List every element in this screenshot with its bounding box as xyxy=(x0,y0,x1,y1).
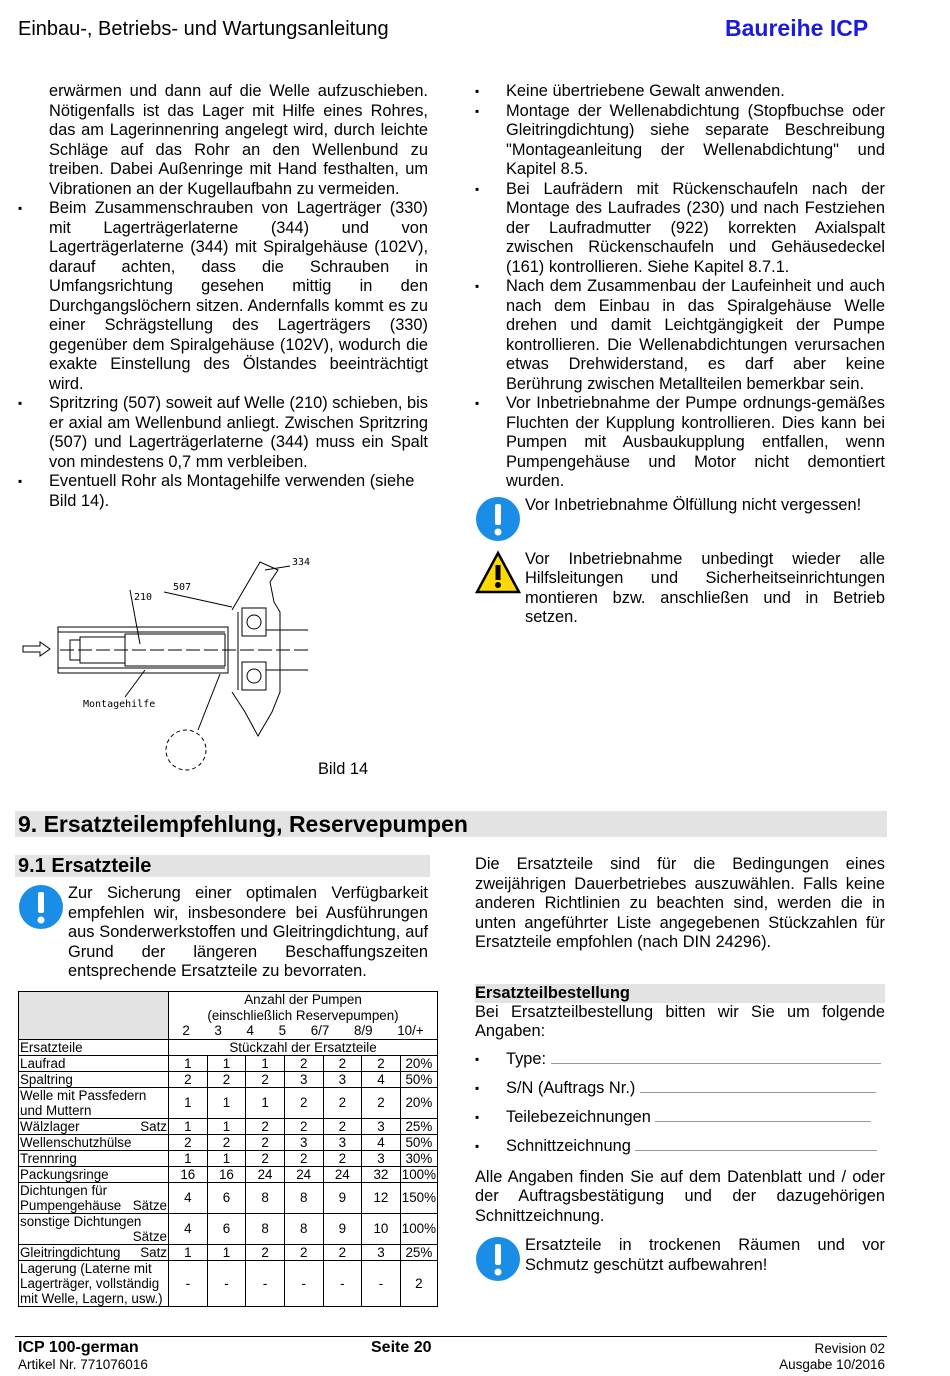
field-label: Type: xyxy=(506,1049,547,1068)
bullet-item: ▪ Spritzring (507) soweit auf Welle (210) schieben, bis er axial am Wellenbund anliegt. Zwischen Spritzring (507) und Lagerträgerlaterne (344) muss ein Spalt von mindestens 0,7 mm verbleiben. xyxy=(18,394,428,472)
notice-text: Zur Sicherung einer optimalen Verfügbarkeit empfehlen wir, insbesondere bei Ausführungen aus Sonderwerkstoffen und Gleitringdichtung, auf Grund der längeren Beschaffungszeiten entsprechende Ersatzteile zu bevorraten. xyxy=(68,884,428,980)
quantity-cell: 150% xyxy=(400,1182,437,1213)
bullet-item: ▪ Keine übertriebene Gewalt anwenden. xyxy=(475,82,885,102)
column-header: 8/9 xyxy=(353,1023,373,1038)
assembly-drawing xyxy=(20,552,320,777)
quantity-cell: 2 xyxy=(323,1118,362,1134)
spare-parts-table xyxy=(18,991,438,1307)
warning-text: Vor Inbetriebnahme unbedingt wieder alle Hilfsleitungen und Sicherheitseinrichtungen montieren bzw. anschließen und in Betrieb setzen. xyxy=(525,549,885,626)
parts-field[interactable] xyxy=(655,1108,871,1122)
part-name xyxy=(19,1260,169,1306)
bullet-item: ▪ Nach dem Zusammenbau der Laufeinheit und auch nach dem Einbau in das Spiralgehäuse Welle drehen und damit Leichtgängigkeit der Pumpe kontrollieren. Die Wellenabdichtungen verursachen etwas Drehwiderstand, es darf aber keine Berührung zwischen Metallteilen bemerkbar sein. xyxy=(475,277,885,394)
quantity-cell: - xyxy=(169,1260,208,1306)
sn-field[interactable] xyxy=(640,1079,876,1093)
part-label: Gleitringdichtung xyxy=(20,1244,121,1260)
part-unit: Satz xyxy=(140,1244,167,1260)
quantity-cell: 6 xyxy=(207,1213,246,1244)
table-row xyxy=(19,1055,438,1071)
quantity-cell: 16 xyxy=(169,1166,208,1182)
table-row xyxy=(19,1118,438,1134)
quantity-cell: 2 xyxy=(246,1244,285,1260)
bullet-item: ▪ Beim Zusammenschrauben von Lagerträger (330) mit Lagerträgerlaterne (344) und von Lagerträgerlaterne (344) mit Spiralgehäuse (102V), darauf achten, dass die Schrauben in Umfangsrichtung gesehen mittig in den Durchgangslöchern sitzen. Andernfalls kommt es zu einer Schrägstellung des Lagerträgers (330) gegenüber dem Spiralgehäuse (102V), wodurch die exakte Einstellung des Ölstandes beeinträchtigt wird. xyxy=(18,199,428,394)
header-line: (einschließlich Reservepumpen) xyxy=(207,1007,399,1023)
part-label: Welle mit Passfedern und Muttern xyxy=(20,1087,147,1118)
quantity-cell: 1 xyxy=(207,1150,246,1166)
quantity-cell: 2 xyxy=(323,1244,362,1260)
quantity-cell: 1 xyxy=(207,1087,246,1118)
part-name xyxy=(19,1213,169,1244)
quantity-cell: 2 xyxy=(400,1260,437,1306)
quantity-cell: 8 xyxy=(246,1182,285,1213)
column-header: 10/+ xyxy=(397,1023,424,1038)
quantity-cell: 2 xyxy=(246,1134,285,1150)
quantity-cell: 2 xyxy=(246,1118,285,1134)
table-row xyxy=(19,1182,438,1213)
figure-bild-14 xyxy=(20,552,320,777)
part-name xyxy=(19,1150,169,1166)
quantity-cell: 1 xyxy=(207,1055,246,1071)
row-header: Ersatzteile xyxy=(19,1039,169,1055)
quantity-cell: 9 xyxy=(323,1182,362,1213)
type-field[interactable] xyxy=(551,1050,881,1064)
part-name xyxy=(19,1087,169,1118)
quantity-cell: 20% xyxy=(400,1055,437,1071)
part-name xyxy=(19,1244,169,1260)
field-label: Teilebezeichnungen xyxy=(506,1107,651,1126)
quantity-cell: 2 xyxy=(169,1134,208,1150)
part-label: Wellenschutzhülse xyxy=(20,1134,132,1150)
notice-text: Ersatzteile in trockenen Räumen und vor Schmutz geschützt aufbewahren! xyxy=(525,1236,885,1274)
quantity-cell: 2 xyxy=(323,1087,362,1118)
table-row xyxy=(19,1166,438,1182)
info-exclamation-icon xyxy=(475,1236,521,1282)
quantity-cell: 2 xyxy=(246,1071,285,1087)
part-unit: Sätze xyxy=(132,1228,167,1244)
part-unit: Sätze xyxy=(132,1197,167,1213)
info-notice xyxy=(475,496,885,542)
quantity-cell: 4 xyxy=(362,1134,401,1150)
part-name xyxy=(19,1182,169,1213)
quantity-cell: 1 xyxy=(169,1244,208,1260)
quantity-cell: 25% xyxy=(400,1244,437,1260)
quantity-cell: 100% xyxy=(401,1166,436,1182)
quantity-cell: 1 xyxy=(169,1055,208,1071)
part-label: Trennring xyxy=(20,1150,77,1166)
table-row xyxy=(19,1134,438,1150)
quantity-cell: 2 xyxy=(362,1087,401,1118)
page-number: Seite 20 xyxy=(371,1339,432,1356)
quantity-cell: 2 xyxy=(169,1071,208,1087)
label-507: 507 xyxy=(173,582,192,593)
info-paragraph: Alle Angaben finden Sie auf dem Datenblatt und / oder der Auftragsbestätigung und der dazugehörigen Schnittzeichnung. xyxy=(475,1167,885,1225)
column-header: 6/7 xyxy=(310,1023,330,1038)
right-column-top xyxy=(475,82,885,628)
field-type xyxy=(475,1050,885,1079)
warning-triangle-icon xyxy=(475,550,521,596)
figure-caption: Bild 14 xyxy=(318,760,369,778)
part-label: Dichtungen für Pumpengehäuse xyxy=(20,1182,122,1213)
quantity-cell: 50% xyxy=(400,1071,437,1087)
part-unit: Satz xyxy=(140,1118,167,1134)
quantity-cell: 10 xyxy=(362,1213,401,1244)
order-fields xyxy=(475,1050,885,1166)
table-row xyxy=(19,1071,438,1087)
quantity-cell: 2 xyxy=(284,1118,323,1134)
header-pump-count xyxy=(169,992,438,1040)
order-heading: Ersatzteilbestellung xyxy=(475,984,885,1003)
quantity-cell: 1 xyxy=(246,1087,285,1118)
quantity-cell: 8 xyxy=(284,1213,323,1244)
order-text: Bei Ersatzteilbestellung bitten wir Sie um folgende Angaben: xyxy=(475,1002,885,1040)
quantity-cell: 25% xyxy=(400,1118,437,1134)
quantity-cell: 1 xyxy=(169,1118,208,1134)
drawing-field[interactable] xyxy=(635,1137,877,1151)
footer-doc: ICP 100-german xyxy=(18,1339,139,1356)
part-name xyxy=(19,1166,169,1182)
quantity-cell: 24 xyxy=(246,1166,285,1182)
table-corner xyxy=(19,992,169,1040)
part-label: Wälzlager xyxy=(20,1118,80,1134)
footer-rule xyxy=(15,1336,887,1337)
quantity-cell: 9 xyxy=(323,1213,362,1244)
quantity-cell: 1 xyxy=(246,1055,285,1071)
field-parts xyxy=(475,1108,885,1137)
part-label: sonstige Dichtungen xyxy=(20,1213,142,1229)
part-name xyxy=(19,1134,169,1150)
section-heading: 9. Ersatzteilempfehlung, Reservepumpen xyxy=(15,811,887,837)
table-row xyxy=(19,1244,438,1260)
quantity-cell: 3 xyxy=(284,1071,323,1087)
table-row xyxy=(19,1260,438,1306)
paragraph: erwärmen und dann auf die Welle aufzuschieben. Nötigenfalls ist das Lager mit Hilfe eines Rohres, das am Lagerinnenring angelegt wird, durch leichte Schläge auf das Rohr an den Wellenbund zu treiben. Dabei Außenringe mit Hand festhalten, um Vibrationen an der Kugellaufbahn zu vermeiden. xyxy=(49,82,428,198)
quantity-cell: 4 xyxy=(169,1213,208,1244)
info-exclamation-icon xyxy=(18,884,64,930)
subsection-heading: 9.1 Ersatzteile xyxy=(15,855,430,877)
part-label: Packungsringe xyxy=(20,1166,109,1182)
quantity-cell: 3 xyxy=(362,1150,401,1166)
notice-text: Vor Inbetriebnahme Ölfüllung nicht vergessen! xyxy=(525,495,862,514)
part-name xyxy=(19,1055,169,1071)
quantity-cell: 3 xyxy=(362,1244,401,1260)
quantity-cell: 6 xyxy=(207,1182,246,1213)
quantity-cell: 2 xyxy=(284,1244,323,1260)
quantity-cell: 16 xyxy=(207,1166,246,1182)
quantity-cell: 4 xyxy=(362,1071,401,1087)
part-label: Lagerung (Laterne mit Lagerträger, vollständig mit Welle, Lagern, usw.) xyxy=(20,1260,163,1306)
quantity-cell: 8 xyxy=(246,1213,285,1244)
footer-issue: Ausgabe 10/2016 xyxy=(779,1357,885,1372)
left-column-top xyxy=(18,82,428,511)
part-label: Laufrad xyxy=(20,1055,66,1071)
part-name xyxy=(19,1071,169,1087)
part-label: Spaltring xyxy=(20,1071,73,1087)
table-row xyxy=(19,1213,438,1244)
field-drawing xyxy=(475,1137,885,1166)
availability-notice xyxy=(18,884,428,982)
pump-count-columns xyxy=(170,1023,436,1039)
field-label: S/N (Auftrags Nr.) xyxy=(506,1078,636,1097)
label-montagehilfe: Montagehilfe xyxy=(83,699,156,710)
quantity-cell: 2 xyxy=(323,1055,362,1071)
label-334: 334 xyxy=(292,557,311,568)
warning-notice xyxy=(475,550,885,628)
footer-revision: Revision 02 xyxy=(814,1341,885,1356)
footer-article: Artikel Nr. 771076016 xyxy=(18,1357,148,1372)
quantity-cell: 12 xyxy=(362,1182,401,1213)
quantity-cell: 1 xyxy=(169,1150,208,1166)
quantity-cell: 100% xyxy=(400,1213,437,1244)
quantity-cell: 30% xyxy=(400,1150,437,1166)
info-exclamation-icon xyxy=(475,496,521,542)
column-header: 5 xyxy=(278,1023,287,1038)
quantity-cell: - xyxy=(284,1260,323,1306)
quantity-cell: 20% xyxy=(400,1087,437,1118)
sub-header: Stückzahl der Ersatzteile xyxy=(169,1039,438,1055)
quantity-cell: 3 xyxy=(284,1134,323,1150)
quantity-cell: - xyxy=(362,1260,401,1306)
field-label: Schnittzeichnung xyxy=(506,1136,631,1155)
quantity-cell: 3 xyxy=(323,1134,362,1150)
header-line: Anzahl der Pumpen xyxy=(244,992,362,1007)
bullet-item: ▪ Eventuell Rohr als Montagehilfe verwenden (siehe Bild 14). xyxy=(18,472,428,511)
label-210: 210 xyxy=(134,592,153,603)
storage-notice xyxy=(475,1236,885,1282)
quantity-cell: - xyxy=(246,1260,285,1306)
quantity-cell: 2 xyxy=(207,1134,246,1150)
quantity-cell: 3 xyxy=(323,1071,362,1087)
quantity-cell: 1 xyxy=(207,1244,246,1260)
quantity-cell: - xyxy=(207,1260,246,1306)
quantity-cell: 2 xyxy=(284,1150,323,1166)
bullet-item: ▪ Bei Laufrädern mit Rückenschaufeln nach der Montage des Laufrades (230) und nach Festziehen der Laufradmutter (922) korrekten Axialspalt zwischen Rückenschaufeln und Gehäusedeckel (161) kontrollieren. Siehe Kapitel 8.7.1. xyxy=(475,180,885,278)
quantity-cell: 2 xyxy=(207,1071,246,1087)
quantity-cell: 32 xyxy=(362,1166,401,1182)
bullet-item: ▪ Vor Inbetriebnahme der Pumpe ordnungs-gemäßes Fluchten der Kupplung kontrollieren. Dies kann bei Pumpen mit Ausbaukupplung entfallen, wenn Pumpengehäuse und Motor nicht demontiert wurden. xyxy=(475,394,885,492)
quantity-cell: 2 xyxy=(362,1055,401,1071)
part-name xyxy=(19,1118,169,1134)
column-header: 2 xyxy=(182,1023,190,1038)
quantity-cell: 8 xyxy=(284,1182,323,1213)
column-header: 3 xyxy=(214,1023,222,1038)
quantity-cell: 24 xyxy=(284,1166,323,1182)
quantity-cell: 1 xyxy=(169,1087,208,1118)
quantity-cell: 24 xyxy=(323,1166,362,1182)
quantity-cell: 4 xyxy=(169,1182,208,1213)
quantity-cell: - xyxy=(323,1260,362,1306)
table-row xyxy=(19,1087,438,1118)
series-title: Baureihe ICP xyxy=(725,15,869,41)
quantity-cell: 2 xyxy=(323,1150,362,1166)
quantity-cell: 3 xyxy=(362,1118,401,1134)
column-header: 4 xyxy=(246,1023,254,1038)
quantity-cell: 1 xyxy=(207,1118,246,1134)
quantity-cell: 50% xyxy=(400,1134,437,1150)
quantity-cell: 2 xyxy=(284,1087,323,1118)
intro-paragraph: Die Ersatzteile sind für die Bedingungen eines zweijährigen Dauerbetriebes auszuwählen. Falls keine anderen Richtlinien zu beachten sind, werden die in unten angeführter Liste angegebenen Stückzahlen für Ersatzteile empfohlen (nach DIN 24296). xyxy=(475,855,885,951)
document-title: Einbau-, Betriebs- und Wartungsanleitung xyxy=(18,18,389,40)
bullet-item: ▪ Montage der Wellenabdichtung (Stopfbuchse oder Gleitringdichtung) siehe separate Beschreibung "Montageanleitung der Wellenabdichtung" und Kapitel 8.5. xyxy=(475,102,885,180)
quantity-cell: 2 xyxy=(246,1150,285,1166)
table-row xyxy=(19,1150,438,1166)
quantity-cell: 2 xyxy=(284,1055,323,1071)
right-column-bottom xyxy=(475,855,885,1282)
field-sn xyxy=(475,1079,885,1108)
